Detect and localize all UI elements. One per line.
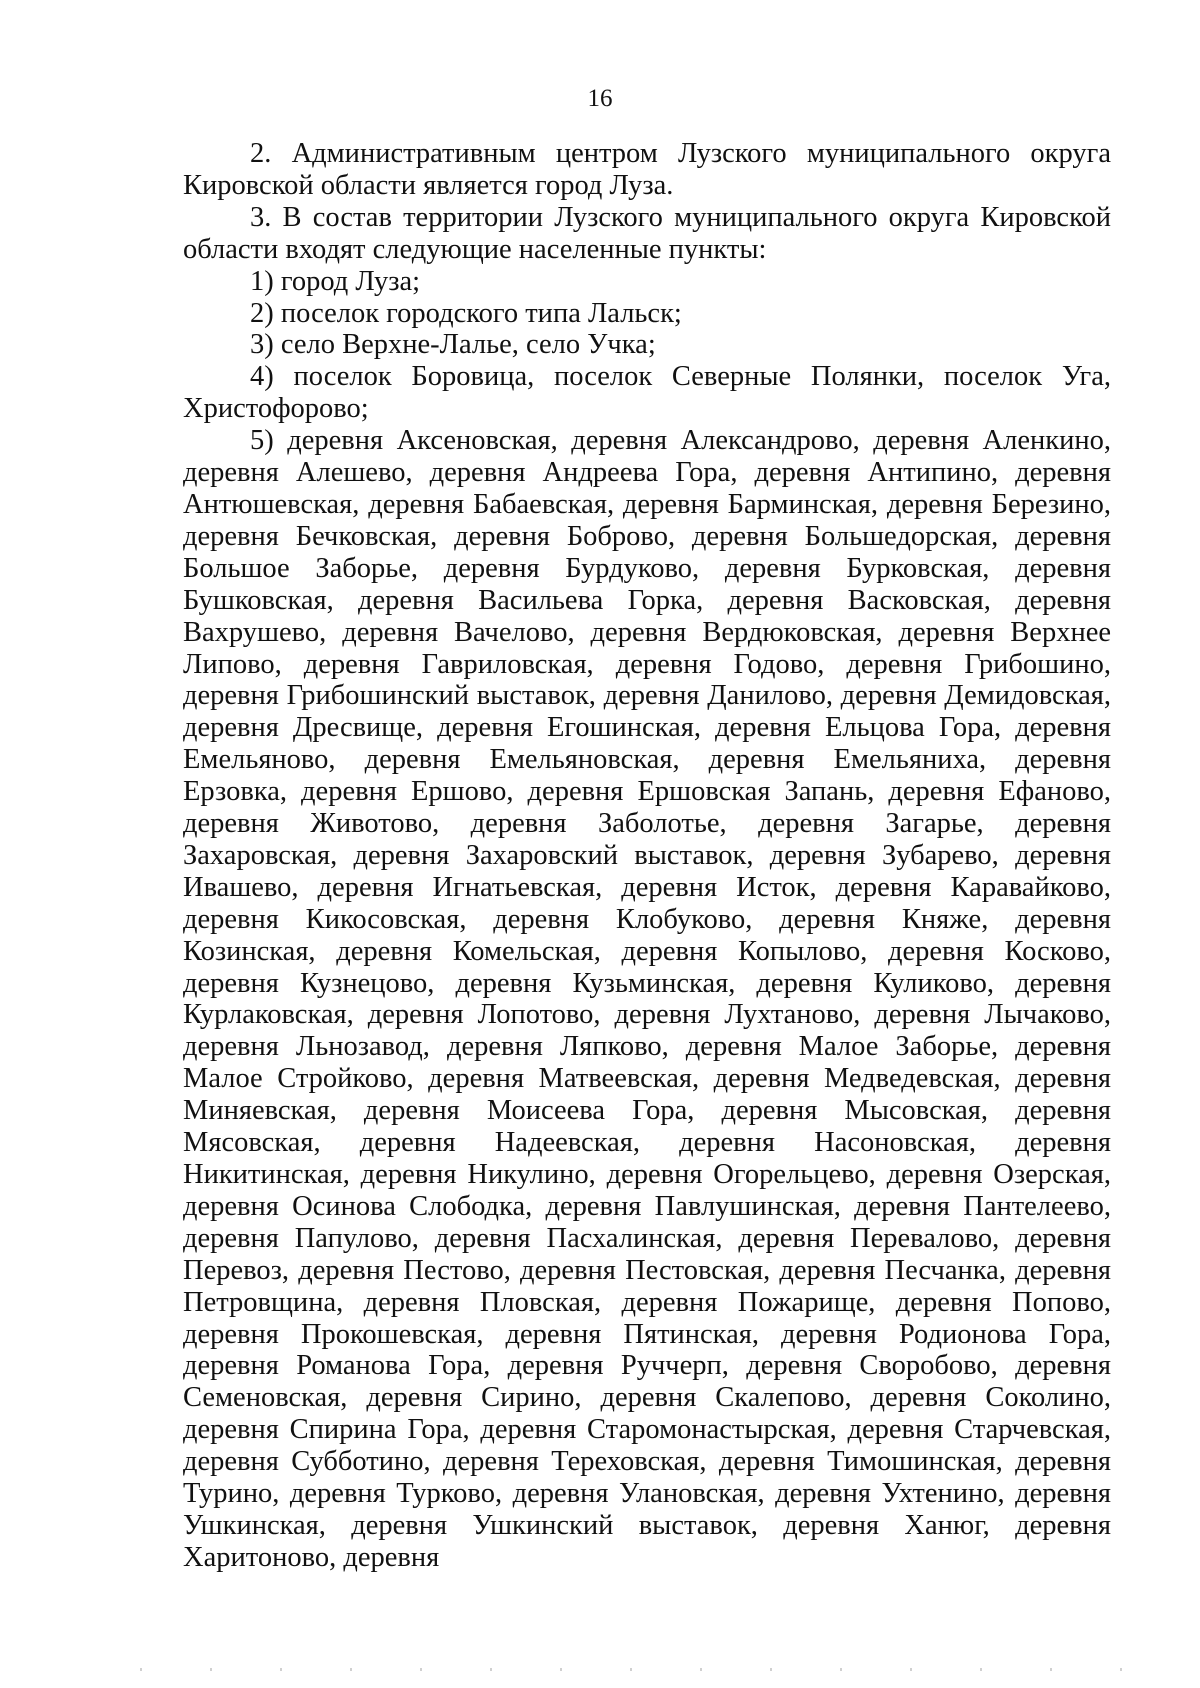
list-item-villages-selo: 3) село Верхне-Лалье, село Учка; (250, 329, 656, 361)
list-item-villages-derevnya: 5) деревня Аксеновская, деревня Александрово, деревня Аленкино, деревня Алешево, деревня Андреева Гора, деревня Антипино, деревня Антюшевская, деревня Бабаевская, деревня Барминская, деревня Березино, деревня Бечковская, деревня Боброво, деревня Большедорская, деревня Большое Заборье, деревня Бурдуково, деревня Бурковская, деревня Бушковская, деревня Васильева Горка, деревня Васковская, деревня Вахрушево, деревня Вачелово, деревня Вердюковская, деревня Верхнее Липово, деревня Гавриловская, деревня Годово, деревня Грибошино, деревня Грибошинский выставок, деревня Данилово, деревня Демидовская, деревня Дресвище, деревня Егошинская, деревня Ельцова Гора, деревня Емельяново, деревня Емельяновская, деревня Емельяниха, деревня Ерзовка, деревня Ершово, деревня Ершовская Запань, деревня Ефаново, деревня Животово, деревня Заболотье, деревня Загарье, деревня Захаровская, деревня Захаровский выставок, деревня Зубарево, деревня Ивашево, деревня Игнатьевская, деревня Исток, деревня Каравайково, деревня Кикосовская, деревня Клобуково, деревня Княже, деревня Козинская, деревня Комельская, деревня Копылово, деревня Косково, деревня Кузнецово, деревня Кузьминская, деревня Куликово, деревня Курлаковская, деревня Лопотово, деревня Лухтаново, деревня Лычаково, деревня Льнозавод, деревня Ляпково, деревня Малое Заборье, деревня Малое Стройково, деревня Матвеевская, деревня Медведевская, деревня Миняевская, деревня Моисеева Гора, деревня Мысовская, деревня Мясовская, деревня Надеевская, деревня Насоновская, деревня Никитинская, деревня Никулино, деревня Огорельцево, деревня Озерская, деревня Осинова Слободка, деревня Павлушинская, деревня Пантелеево, деревня Папулово, деревня Пасхалинская, деревня Перевалово, деревня Перевоз, деревня Пестово, деревня Пестовская, деревня Песчанка, деревня Петровщина, деревня Пловская, деревня Пожарище, деревня Попово, деревня Прокошевская, деревня Пятинская, деревня Родионова Гора, деревня Романова Гора, деревня Руччерп, деревня Своробово, деревня Семеновская, деревня Сирино, деревня Скалепово, деревня Соколино, деревня Спирина Гора, деревня Старомонастырская, деревня Старчевская, деревня Субботино, деревня Тереховская, деревня Тимошинская, деревня Турино, деревня Турково, деревня Улановская, деревня Ухтенино, деревня Ушкинская, деревня Ушкинский выставок, деревня Ханюг, деревня Харитоново, деревня (183, 425, 1111, 1573)
list-item-city: 1) город Луза; (250, 265, 421, 297)
paragraph-administrative-center: 2. Административным центром Лузского муниципального округа Кировской области является город Луза. (183, 138, 1111, 201)
list-item-settlements-poselok: 4) поселок Боровица, поселок Северные Полянки, поселок Уга, Христофорово; (183, 361, 1111, 425)
list-item-urban-settlement: 2) поселок городского типа Лальск; (250, 297, 682, 329)
page-number: 16 (587, 85, 613, 112)
scan-noise-line (140, 1668, 1140, 1671)
document-body (183, 138, 1111, 1574)
paragraph-territory-composition: 3. В состав территории Лузского муниципального округа Кировской области входят следующие населенные пункты: (183, 201, 1111, 265)
